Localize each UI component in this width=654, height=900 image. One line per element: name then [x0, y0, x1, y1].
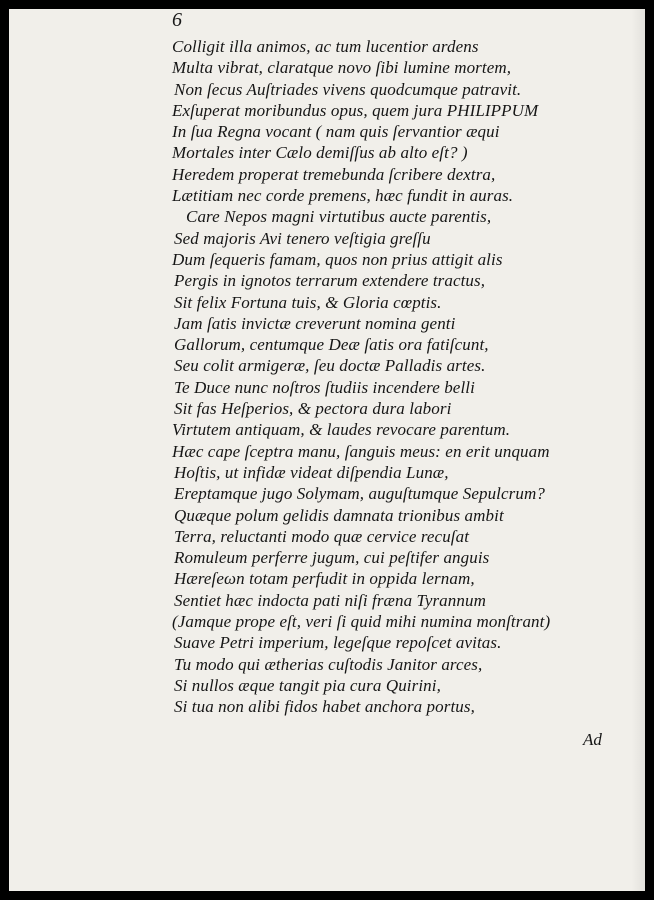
verse-line: Quæque polum gelidis damnata trionibus ambit: [174, 505, 504, 525]
verse-block: [9, 36, 645, 718]
verse-line: Suave Petri imperium, legeſque repoſcet avitas.: [174, 633, 502, 653]
verse-line: Terra, reluctanti modo quæ cervice recuſat: [174, 526, 470, 546]
verse-line: Si nullos æque tangit pia cura Quirini,: [174, 675, 441, 695]
verse-line: Gallorum, centumque Deæ ſatis ora fatiſcunt,: [174, 335, 489, 355]
verse-line: Exſuperat moribundus opus, quem jura PHILIPPUM: [172, 100, 539, 120]
verse-line: Pergis in ignotos terrarum extendere tractus,: [174, 271, 486, 291]
verse-line: Si tua non alibi fidos habet anchora portus,: [174, 697, 475, 717]
verse-line: Care Nepos magni virtutibus aucte parentis,: [186, 207, 492, 227]
verse-line: Dum ſequeris famam, quos non prius attigit alis: [172, 249, 503, 269]
verse-line: Romuleum perferre jugum, cui peſtifer anguis: [174, 548, 490, 568]
verse-line: Hæreſeωn totam perfudit in oppida lernam,: [174, 569, 475, 589]
verse-line: Te Duce nunc noſtros ſtudiis incendere belli: [174, 377, 475, 397]
verse-line: Hæc cape ſceptra manu, ſanguis meus: en erit unquam: [172, 441, 550, 461]
verse-line: Heredem properat tremebunda ſcribere dextra,: [172, 164, 496, 184]
verse-line: Lætitiam nec corde premens, hæc fundit in auras.: [172, 186, 514, 206]
verse-line: Sed majoris Avi tenero veſtigia greſſu: [174, 228, 431, 248]
verse-line: (Jamque prope eſt, veri ſi quid mihi numina monſtrant): [172, 612, 551, 632]
verse-line: Tu modo qui ætherias cuſtodis Janitor arces,: [174, 654, 483, 674]
verse-line: In ſua Regna vocant ( nam quis ſervantior æqui: [172, 122, 500, 142]
verse-line: Multa vibrat, claratque novo ſibi lumine mortem,: [172, 58, 512, 78]
page-number: 6: [172, 9, 182, 31]
verse-line: Sentiet hæc indocta pati niſi fræna Tyrannum: [174, 590, 486, 610]
verse-line: Hoſtis, ut infidæ videat diſpendia Lunæ,: [174, 462, 449, 482]
verse-line: Sit fas Heſperios, & pectora dura labori: [174, 399, 452, 419]
verse-line: Jam ſatis invictæ creverunt nomina genti: [174, 313, 456, 333]
verse-line: Colligit illa animos, ac tum lucentior ardens: [172, 37, 479, 56]
verse-line: Non ſecus Auſtriades vivens quodcumque patravit.: [174, 79, 522, 99]
catchword: Ad: [583, 730, 602, 749]
verse-line: Sit felix Fortuna tuis, & Gloria cœptis.: [174, 292, 442, 312]
verse-line: Virtutem antiquam, & laudes revocare parentum.: [172, 420, 511, 440]
book-page: [9, 9, 645, 891]
verse-line: Mortales inter Cælo demiſſus ab alto eſt? ): [172, 143, 468, 163]
verse-line: Ereptamque jugo Solymam, auguſtumque Sepulcrum?: [174, 484, 545, 504]
verse-line: Seu colit armigeræ, ſeu doctæ Palladis artes.: [174, 356, 486, 376]
